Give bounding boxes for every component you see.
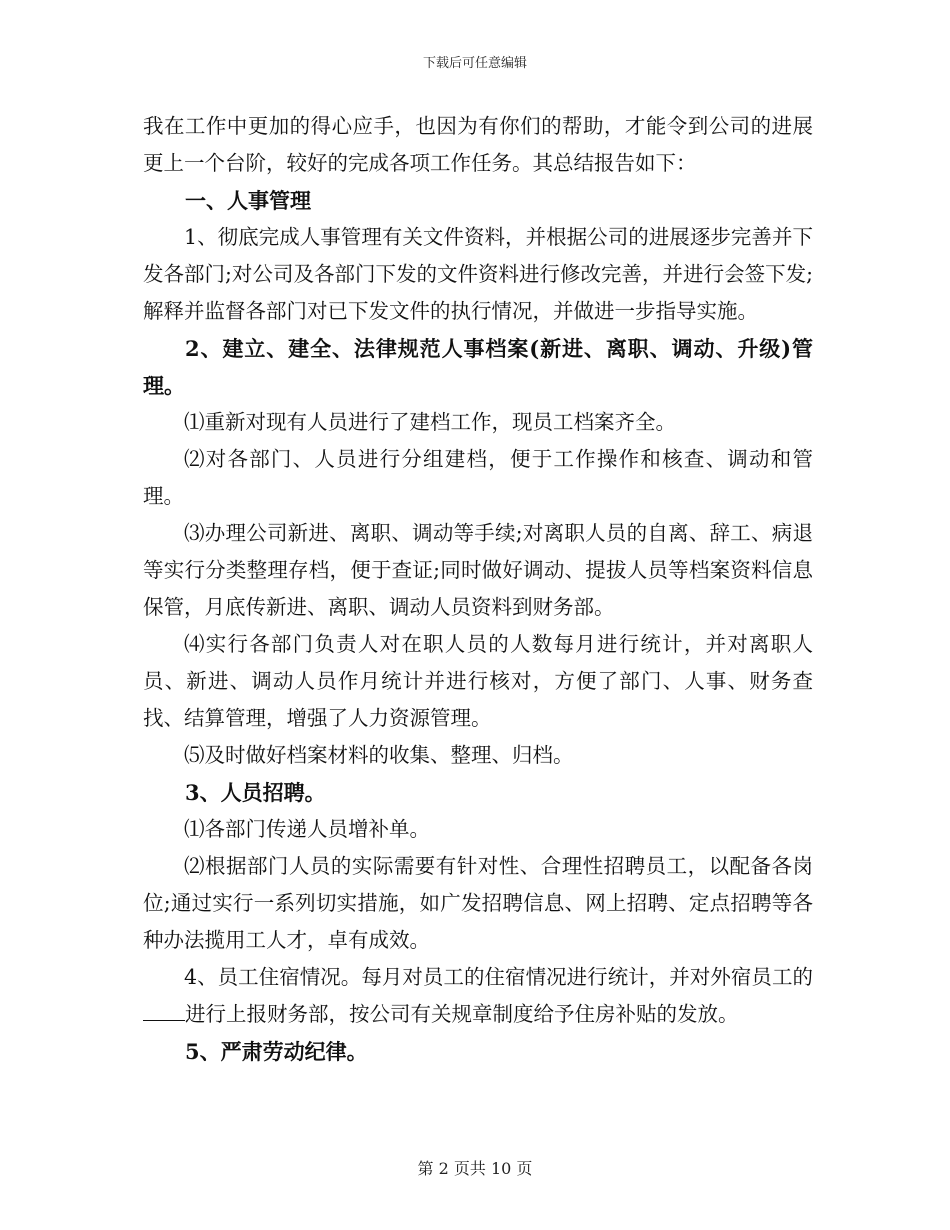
paragraph-item-1: 1、彻底完成人事管理有关文件资料，并根据公司的进展逐步完善并下发各部门;对公司及各部门下发的文件资料进行修改完善，并进行会签下发;解释并监督各部门对已下发文件的执行情况，并做进一步指导实施。 (143, 225, 813, 323)
paragraph-archive-2: ⑵对各部门、人员进行分组建档，便于工作操作和核查、调动和管理。 (143, 447, 813, 508)
paragraph-archive-4: ⑷实行各部门负责人对在职人员的人数每月进行统计，并对离职人员、新进、调动人员作月统计并进行核对，方便了部门、人事、财务查找、结算管理，增强了人力资源管理。 (143, 632, 813, 730)
accommodation-text-part2: 进行上报财务部，按公司有关规章制度给予住房补贴的发放。 (185, 1002, 739, 1026)
paragraph-archive-1: ⑴重新对现有人员进行了建档工作，现员工档案齐全。 (184, 410, 676, 434)
paragraph-accommodation (143, 959, 813, 1033)
heading-personnel-management: 一、人事管理 (185, 188, 311, 213)
document-body (143, 108, 813, 1070)
heading-recruitment: 3、人员招聘。 (185, 780, 326, 805)
paragraph-archive-5: ⑸及时做好档案材料的收集、整理、归档。 (184, 743, 574, 767)
paragraph-intro: 我在工作中更加的得心应手，也因为有你们的帮助，才能令到公司的进展更上一个台阶，较好的完成各项工作任务。其总结报告如下： (143, 114, 813, 175)
fill-in-blank (143, 998, 185, 1021)
paragraph-recruit-1: ⑴各部门传递人员增补单。 (184, 817, 430, 841)
page-footer: 第 2 页共 10 页 (417, 1159, 533, 1178)
heading-personnel-archives: 2、建立、建全、法律规范人事档案(新进、离职、调动、升级)管理。 (143, 336, 813, 398)
paragraph-recruit-2: ⑵根据部门人员的实际需要有针对性、合理性招聘员工，以配备各岗位;通过实行一系列切实措施，如广发招聘信息、网上招聘、定点招聘等各种办法揽用工人才，卓有成效。 (143, 854, 813, 952)
page-header: 下载后可任意编辑 (422, 56, 527, 71)
accommodation-text-part1: 4、员工住宿情况。每月对员工的住宿情况进行统计，并对外宿员工的 (184, 965, 813, 989)
heading-labor-discipline: 5、严肃劳动纪律。 (185, 1039, 368, 1064)
paragraph-archive-3: ⑶办理公司新进、离职、调动等手续;对离职人员的自离、辞工、病退等实行分类整理存档，便于查证;同时做好调动、提拔人员等档案资料信息保管，月底传新进、离职、调动人员资料到财务部。 (143, 521, 813, 619)
